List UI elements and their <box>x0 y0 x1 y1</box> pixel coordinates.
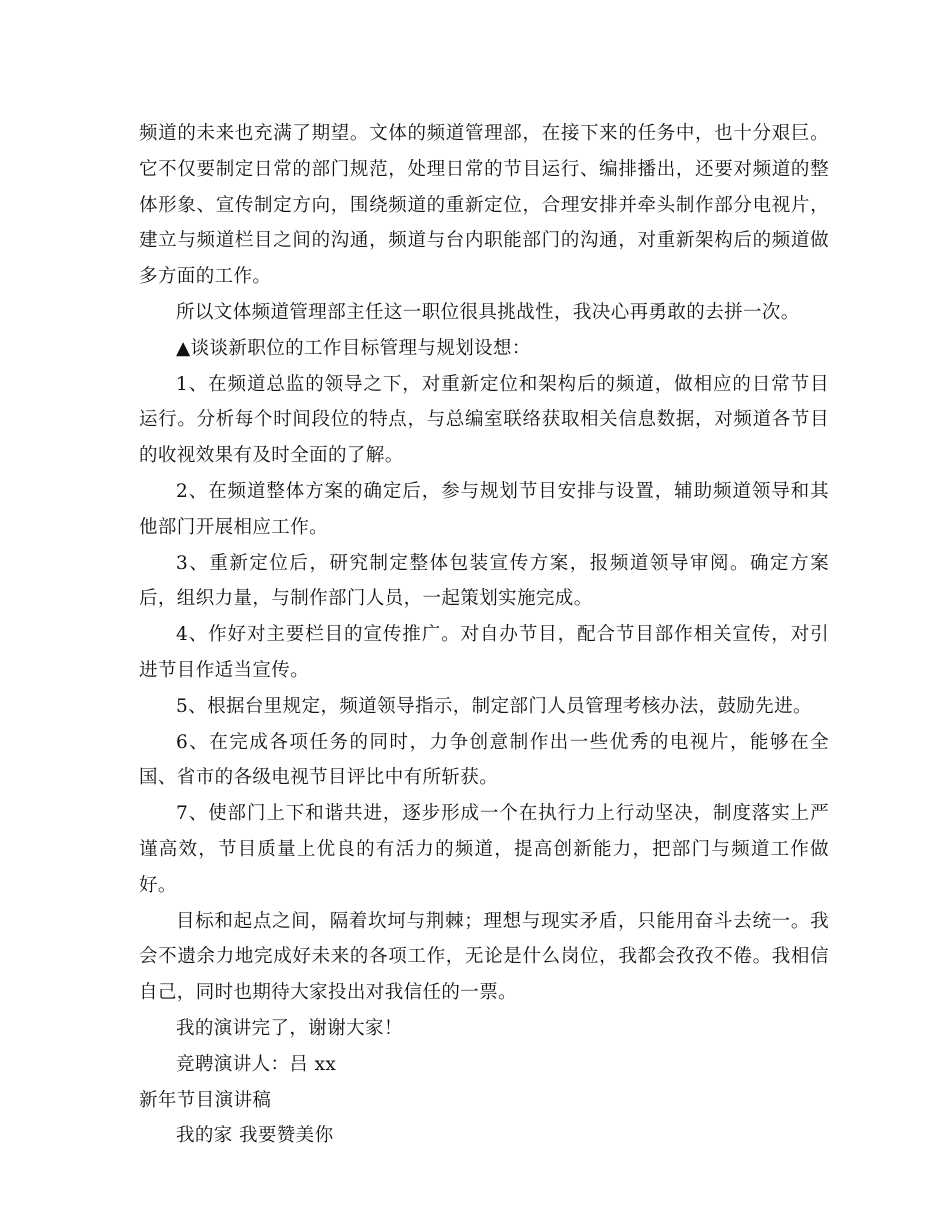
paragraph-challenge: 所以文体频道管理部主任这一职位很具挑战性，我决心再勇敢的去拼一次。 <box>176 301 800 323</box>
list-item-7: 7、使部门上下和谐共进，逐步形成一个在执行力上行动坚决，制度落实上严谨高效，节目质量上优良的有活力的频道，提高创新能力，把部门与频道工作做好。 <box>139 803 829 896</box>
section-heading-goals: ▲谈谈新职位的工作目标管理与规划设想： <box>176 337 531 359</box>
speaker-signature: 竞聘演讲人：吕 xx <box>176 1053 337 1075</box>
paragraph-thanks: 我的演讲完了，谢谢大家！ <box>176 1017 403 1039</box>
list-item-5: 5、根据台里规定，频道领导指示，制定部门人员管理考核办法，鼓励先进。 <box>176 695 812 717</box>
list-item-3: 3、重新定位后，研究制定整体包装宣传方案，报频道领导审阅。确定方案后，组织力量，与制作部门人员，一起策划实施完成。 <box>139 552 829 610</box>
paragraph-closing: 目标和起点之间，隔着坎坷与荆棘；理想与现实矛盾，只能用奋斗去统一。我会不遗余力地完成好未来的各项工作，无论是什么岗位，我都会孜孜不倦。我相信自己，同时也期待大家投出对我信任的一票。 <box>139 910 829 1004</box>
list-item-2: 2、在频道整体方案的确定后，参与规划节目安排与设置，辅助频道领导和其他部门开展相应工作。 <box>139 480 829 538</box>
next-article-title: 新年节目演讲稿 <box>139 1089 272 1111</box>
document-body <box>139 116 829 1154</box>
list-item-4: 4、作好对主要栏目的宣传推广。对自办节目，配合节目部作相关宣传，对引进节目作适当宣传。 <box>139 624 829 681</box>
list-item-1: 1、在频道总监的领导之下，对重新定位和架构后的频道，做相应的日常节目运行。分析每个时间段位的特点，与总编室联络获取相关信息数据，对频道各节目的收视效果有及时全面的了解。 <box>139 373 829 467</box>
list-item-6: 6、在完成各项任务的同时，力争创意制作出一些优秀的电视片，能够在全国、省市的各级电视节目评比中有所斩获。 <box>139 731 829 789</box>
paragraph-channel-future: 频道的未来也充满了期望。文体的频道管理部，在接下来的任务中，也十分艰巨。它不仅要制定日常的部门规范，处理日常的节目运行、编排播出，还要对频道的整体形象、宣传制定方向，围绕频道的重新定位，合理安排并牵头制作部分电视片，建立与频道栏目之间的沟通，频道与台内职能部门的沟通，对重新架构后的频道做多方面的工作。 <box>139 123 829 288</box>
next-article-subtitle: 我的家 我要赞美你 <box>176 1125 334 1147</box>
